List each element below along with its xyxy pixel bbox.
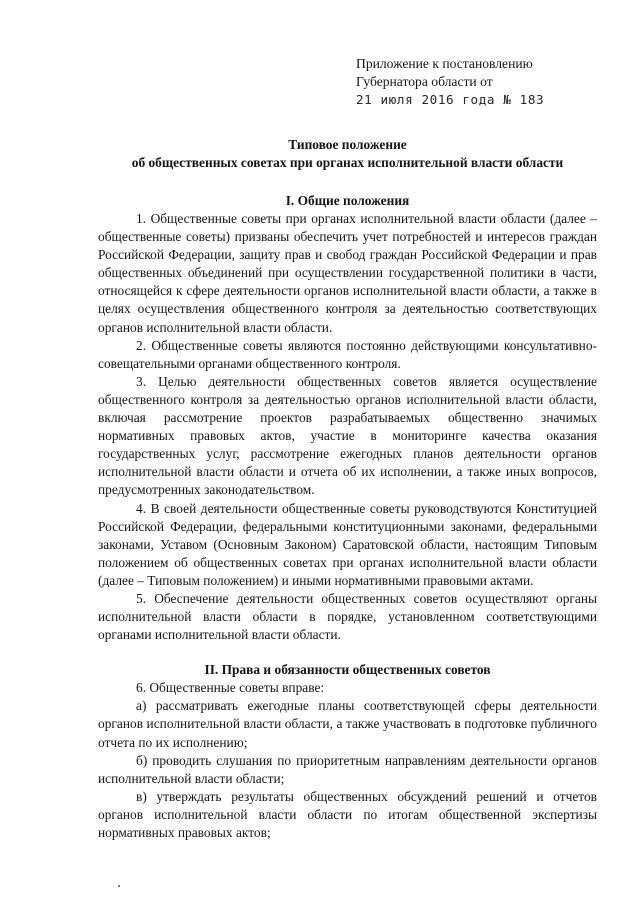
appendix-line-2: Губернатора области от xyxy=(356,74,493,89)
appendix-date-number: 21 июля 2016 года № 183 xyxy=(356,92,545,107)
paragraph: 6. Общественные советы вправе: xyxy=(136,680,325,696)
document-body xyxy=(98,136,597,842)
appendix-line-1: Приложение к постановлению xyxy=(356,56,533,71)
list-item: а) рассматривать ежегодные планы соответствующей сферы деятельности органов исполнительной власти области, а также участвовать в подготовке публичного отчета по их исполнению; xyxy=(98,698,597,750)
paragraph: 1. Общественные советы при органах исполнительной власти области (далее – общественные советы) призваны обеспечить учет потребностей и интересов граждан Российской Федерации, защиту прав и свобод граждан Российской Федерации и прав общественных объединений при осуществлении государственной политики в части, относящейся к сфере деятельности органов исполнительной власти области, а также в целях осуществления общественного контроля за деятельностью соответствующих органов исполнительной власти области. xyxy=(98,211,597,335)
document-title-line-2: об общественных советах при органах исполнительной власти области xyxy=(131,155,564,170)
scan-speck xyxy=(118,885,120,887)
document-title-line-1: Типовое положение xyxy=(288,137,407,152)
list-item: в) утверждать результаты общественных обсуждений решений и отчетов органов исполнительной власти области по итогам общественной экспертизы нормативных правовых актов; xyxy=(98,788,597,840)
document-title xyxy=(84,136,611,172)
section-heading: I. Общие положения xyxy=(285,193,410,208)
paragraph: 2. Общественные советы являются постоянно действующими консультативно-совещательными органами общественного контроля. xyxy=(98,337,597,371)
paragraph: 3. Целью деятельности общественных советов является осуществление общественного контроля за деятельностью органов исполнительной власти области, включая рассмотрение проектов разрабатываемых общественно значимых нормативных правовых актов, участие в мониторинге качества оказания государственных услуг, рассмотрение ежегодных планов деятельности органов исполнительной власти области и отчета об их исполнении, а также иных вопросов, предусмотренных законодательством. xyxy=(98,373,597,498)
list-item: б) проводить слушания по приоритетным направлениям деятельности органов исполнительной власти области; xyxy=(98,752,597,786)
section-heading: II. Права и обязанности общественных советов xyxy=(204,662,491,678)
paragraph: 4. В своей деятельности общественные советы руководствуются Конституцией Российской Федерации, федеральными конституционными законами, федеральными законами, Уставом (Основным Законом) Саратовской области, настоящим Типовым положением об общественных советах при органах исполнительной власти области (далее – Типовым положением) и иными нормативными правовыми актами. xyxy=(98,500,597,588)
appendix-note xyxy=(356,55,544,109)
paragraph: 5. Обеспечение деятельности общественных советов осуществляют органы исполнительной власти области в порядке, установленном соответствующими органами исполнительной власти области. xyxy=(98,590,597,643)
